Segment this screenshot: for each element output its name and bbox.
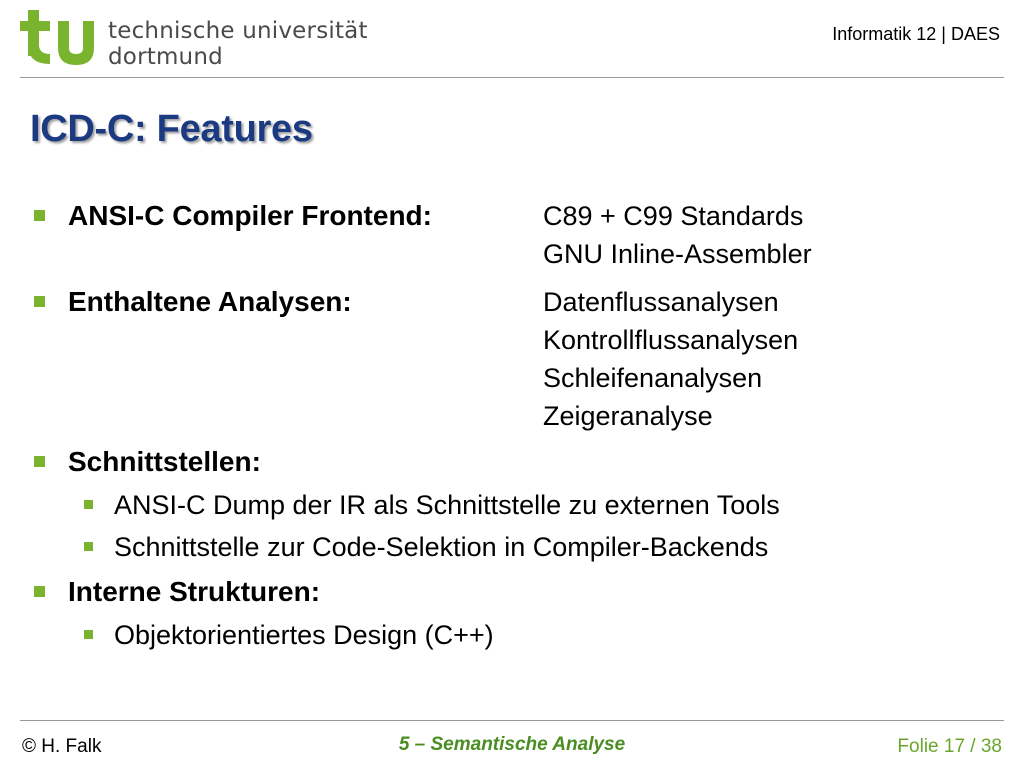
header-institute: Informatik 12 | DAES	[832, 24, 1000, 44]
logo-wordmark	[108, 18, 368, 70]
item-label: Schnittstellen:	[68, 446, 261, 477]
bullet-icon	[34, 296, 45, 307]
bullet-icon	[84, 630, 93, 639]
sub-item-text: ANSI-C Dump der IR als Schnittstelle zu externen Tools	[114, 490, 780, 520]
item-label: Interne Strukturen:	[68, 576, 321, 607]
logo-line-city: dortmund	[108, 44, 223, 70]
tu-dortmund-logo	[18, 8, 378, 70]
list-item	[30, 283, 990, 441]
detail-line: GNU Inline-Assembler	[543, 239, 812, 269]
sub-list-item	[30, 529, 990, 565]
header-divider	[20, 77, 1004, 78]
detail-line: Datenflussanalysen	[543, 287, 779, 317]
detail-line: Zeigeranalyse	[543, 401, 713, 431]
detail-line: C89 + C99 Standards	[543, 201, 804, 231]
item-label: ANSI-C Compiler Frontend:	[68, 200, 432, 231]
sub-item-text: Objektorientiertes Design (C++)	[114, 620, 494, 650]
bullet-icon	[34, 586, 45, 597]
list-item	[30, 443, 990, 481]
slide-content	[30, 197, 990, 653]
list-item	[30, 573, 990, 611]
bullet-icon	[34, 210, 45, 221]
logo-line-university: technische universität	[108, 18, 368, 44]
footer-slide-number: Folie 17 / 38	[897, 736, 1002, 757]
slide-title: ICD-C: Features	[30, 108, 313, 150]
footer-author: © H. Falk	[22, 736, 102, 757]
bullet-icon	[84, 500, 93, 509]
tu-logo-icon	[18, 8, 98, 68]
bullet-icon	[84, 542, 93, 551]
sub-item-text: Schnittstelle zur Code-Selektion in Compiler-Backends	[114, 532, 769, 562]
footer-divider	[20, 720, 1004, 721]
item-details	[543, 197, 812, 273]
sub-list-item	[30, 487, 990, 523]
item-label: Enthaltene Analysen:	[68, 286, 352, 317]
detail-line: Kontrollflussanalysen	[543, 325, 799, 355]
bullet-icon	[34, 456, 45, 467]
list-item	[30, 197, 990, 283]
footer-chapter: 5 – Semantische Analyse	[398, 734, 626, 755]
sub-list-item	[30, 617, 990, 653]
item-details	[543, 283, 798, 435]
detail-line: Schleifenanalysen	[543, 363, 763, 393]
